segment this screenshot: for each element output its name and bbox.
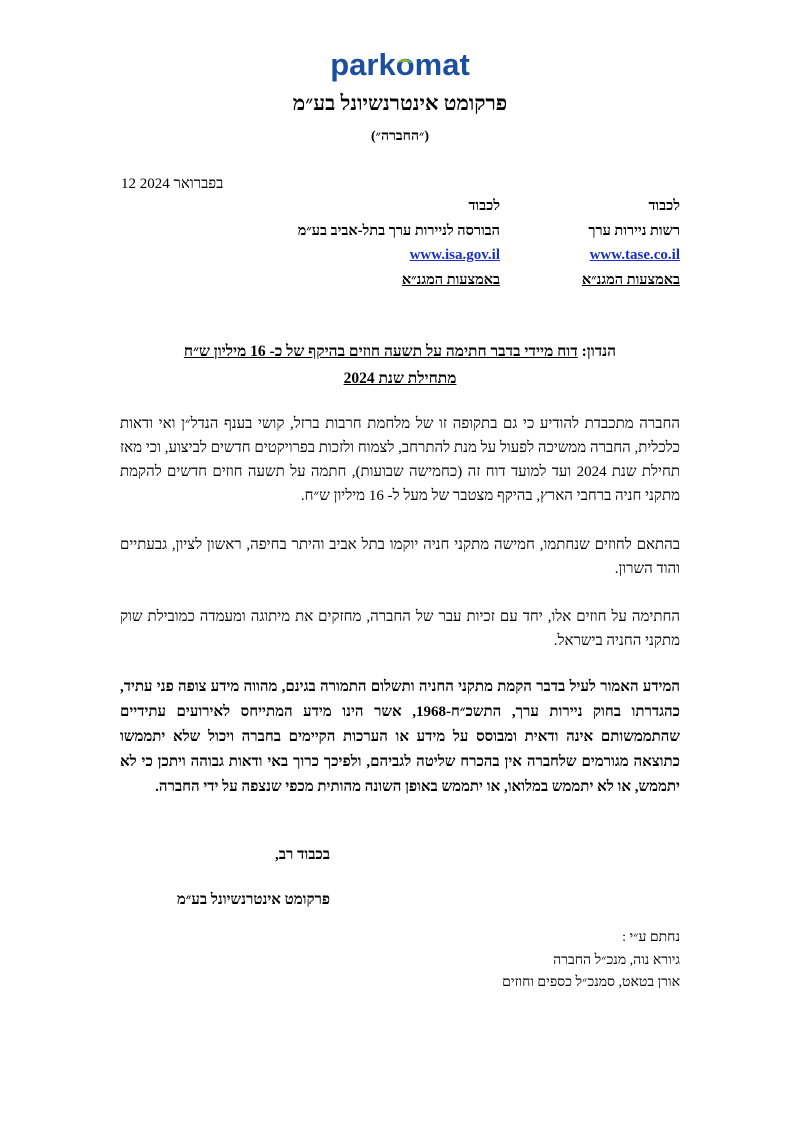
addressee-salutation: לכבוד [648, 198, 680, 214]
signature-block [120, 927, 680, 995]
addressee-name: הבורסה לניירות ערך בתל-אביב בע״מ [297, 222, 500, 239]
forward-looking-disclaimer: המידע האמור לעיל בדבר הקמת מתקני החניה ותשלום התמורה בגינם, מהווה מידע צופה פני עתיד, כהגדרתו בחוק ניירות ערך, התשכ״ח-1968, אשר הינו מידע המתייחס לאירועים עתידיים שהתממשותם אינה ודאית ומבוסס על מידע או הערכות הקיימים בחברה ויכול שלא יתממשו כתוצאה מגורמים שלחברה אין בהכרח שליטה לגביהם, ולפיכך כרוך באי ודאות גבוהה ויתכן כי לא יתממש, או לא יתממש במלואו, או יתממש באופן השונה מהותית מכפי שנצפה על ידי החברה. [120, 679, 680, 795]
letter-date: 12 בפברואר 2024 [121, 176, 224, 192]
company-logo [330, 47, 470, 83]
addressee-securities-authority [520, 194, 680, 293]
closing-regards: בכבוד רב, [275, 847, 330, 863]
subject-block [120, 338, 680, 392]
body-paragraph-1: החברה מתכבדת להודיע כי גם בתקופה זו של מלחמת חרבות ברזל, קושי בענף הנדל״ן ואי ודאות כלכלית, החברה ממשיכה לפעול על מנת להתרחב, לצמוח ולזכות בפרויקטים חדשים לביצוע, וכי מאז תחילת שנת 2024 ועד למועד דוח זה (כחמישה שבועות), חתמה על תשעה חוזים חדשים להקמת מתקני חניה ברחבי הארץ, בהיקף מצטבר של מעל ל- 16 מיליון ש״ח. [120, 416, 680, 504]
closing-company: פרקומט אינטרנשיונל בע״מ [176, 892, 330, 908]
subject-line-1 [120, 338, 680, 365]
signer-ceo: גיורא נוה, מנכ״ל החברה [553, 952, 680, 968]
addressee-stock-exchange [230, 194, 500, 293]
addressee-link[interactable]: www.isa.gov.il [409, 247, 500, 264]
logo-container [0, 47, 800, 83]
addressee-via: באמצעות המגנ״א [401, 272, 500, 289]
letter-body [120, 338, 680, 995]
addressee-link[interactable]: www.tase.co.il [589, 247, 680, 264]
body-paragraph-2: בהתאם לחוזים שנחתמו, חמישה מתקני חניה יוקמו בתל אביב והיתר בחיפה, ראשון לציון, גבעתיים והוד השרון. [120, 537, 680, 577]
addressee-salutation: לכבוד [468, 198, 500, 214]
addressee-name: רשות ניירות ערך [588, 222, 680, 239]
subject-label: הנדון: [581, 343, 617, 360]
company-title: פרקומט אינטרנשיונל בע״מ [292, 91, 508, 115]
subject-line-2: מתחילת שנת 2024 [343, 370, 457, 387]
signature-label: נחתם ע״י : [622, 930, 680, 945]
body-paragraph-3: החתימה על חוזים אלו, יחד עם זכיות עבר של החברה, מחזקים את מיתוגה ומעמדה כמובילת שוק מתקני החניה בישראל. [120, 609, 680, 649]
signer-cfo: אורן בטאט, סמנכ״ל כספים וחוזים [502, 975, 680, 990]
subject-title: דוח מיידי בדבר חתימה על תשעה חוזים בהיקף של כ- 16 מיליון ש״ח [183, 343, 578, 360]
logo-accent-icon [397, 59, 412, 69]
logo-text: parkomat [330, 47, 470, 82]
company-alias: (״החברה״) [371, 129, 429, 144]
addressee-via: באמצעות המגנ״א [581, 272, 680, 289]
